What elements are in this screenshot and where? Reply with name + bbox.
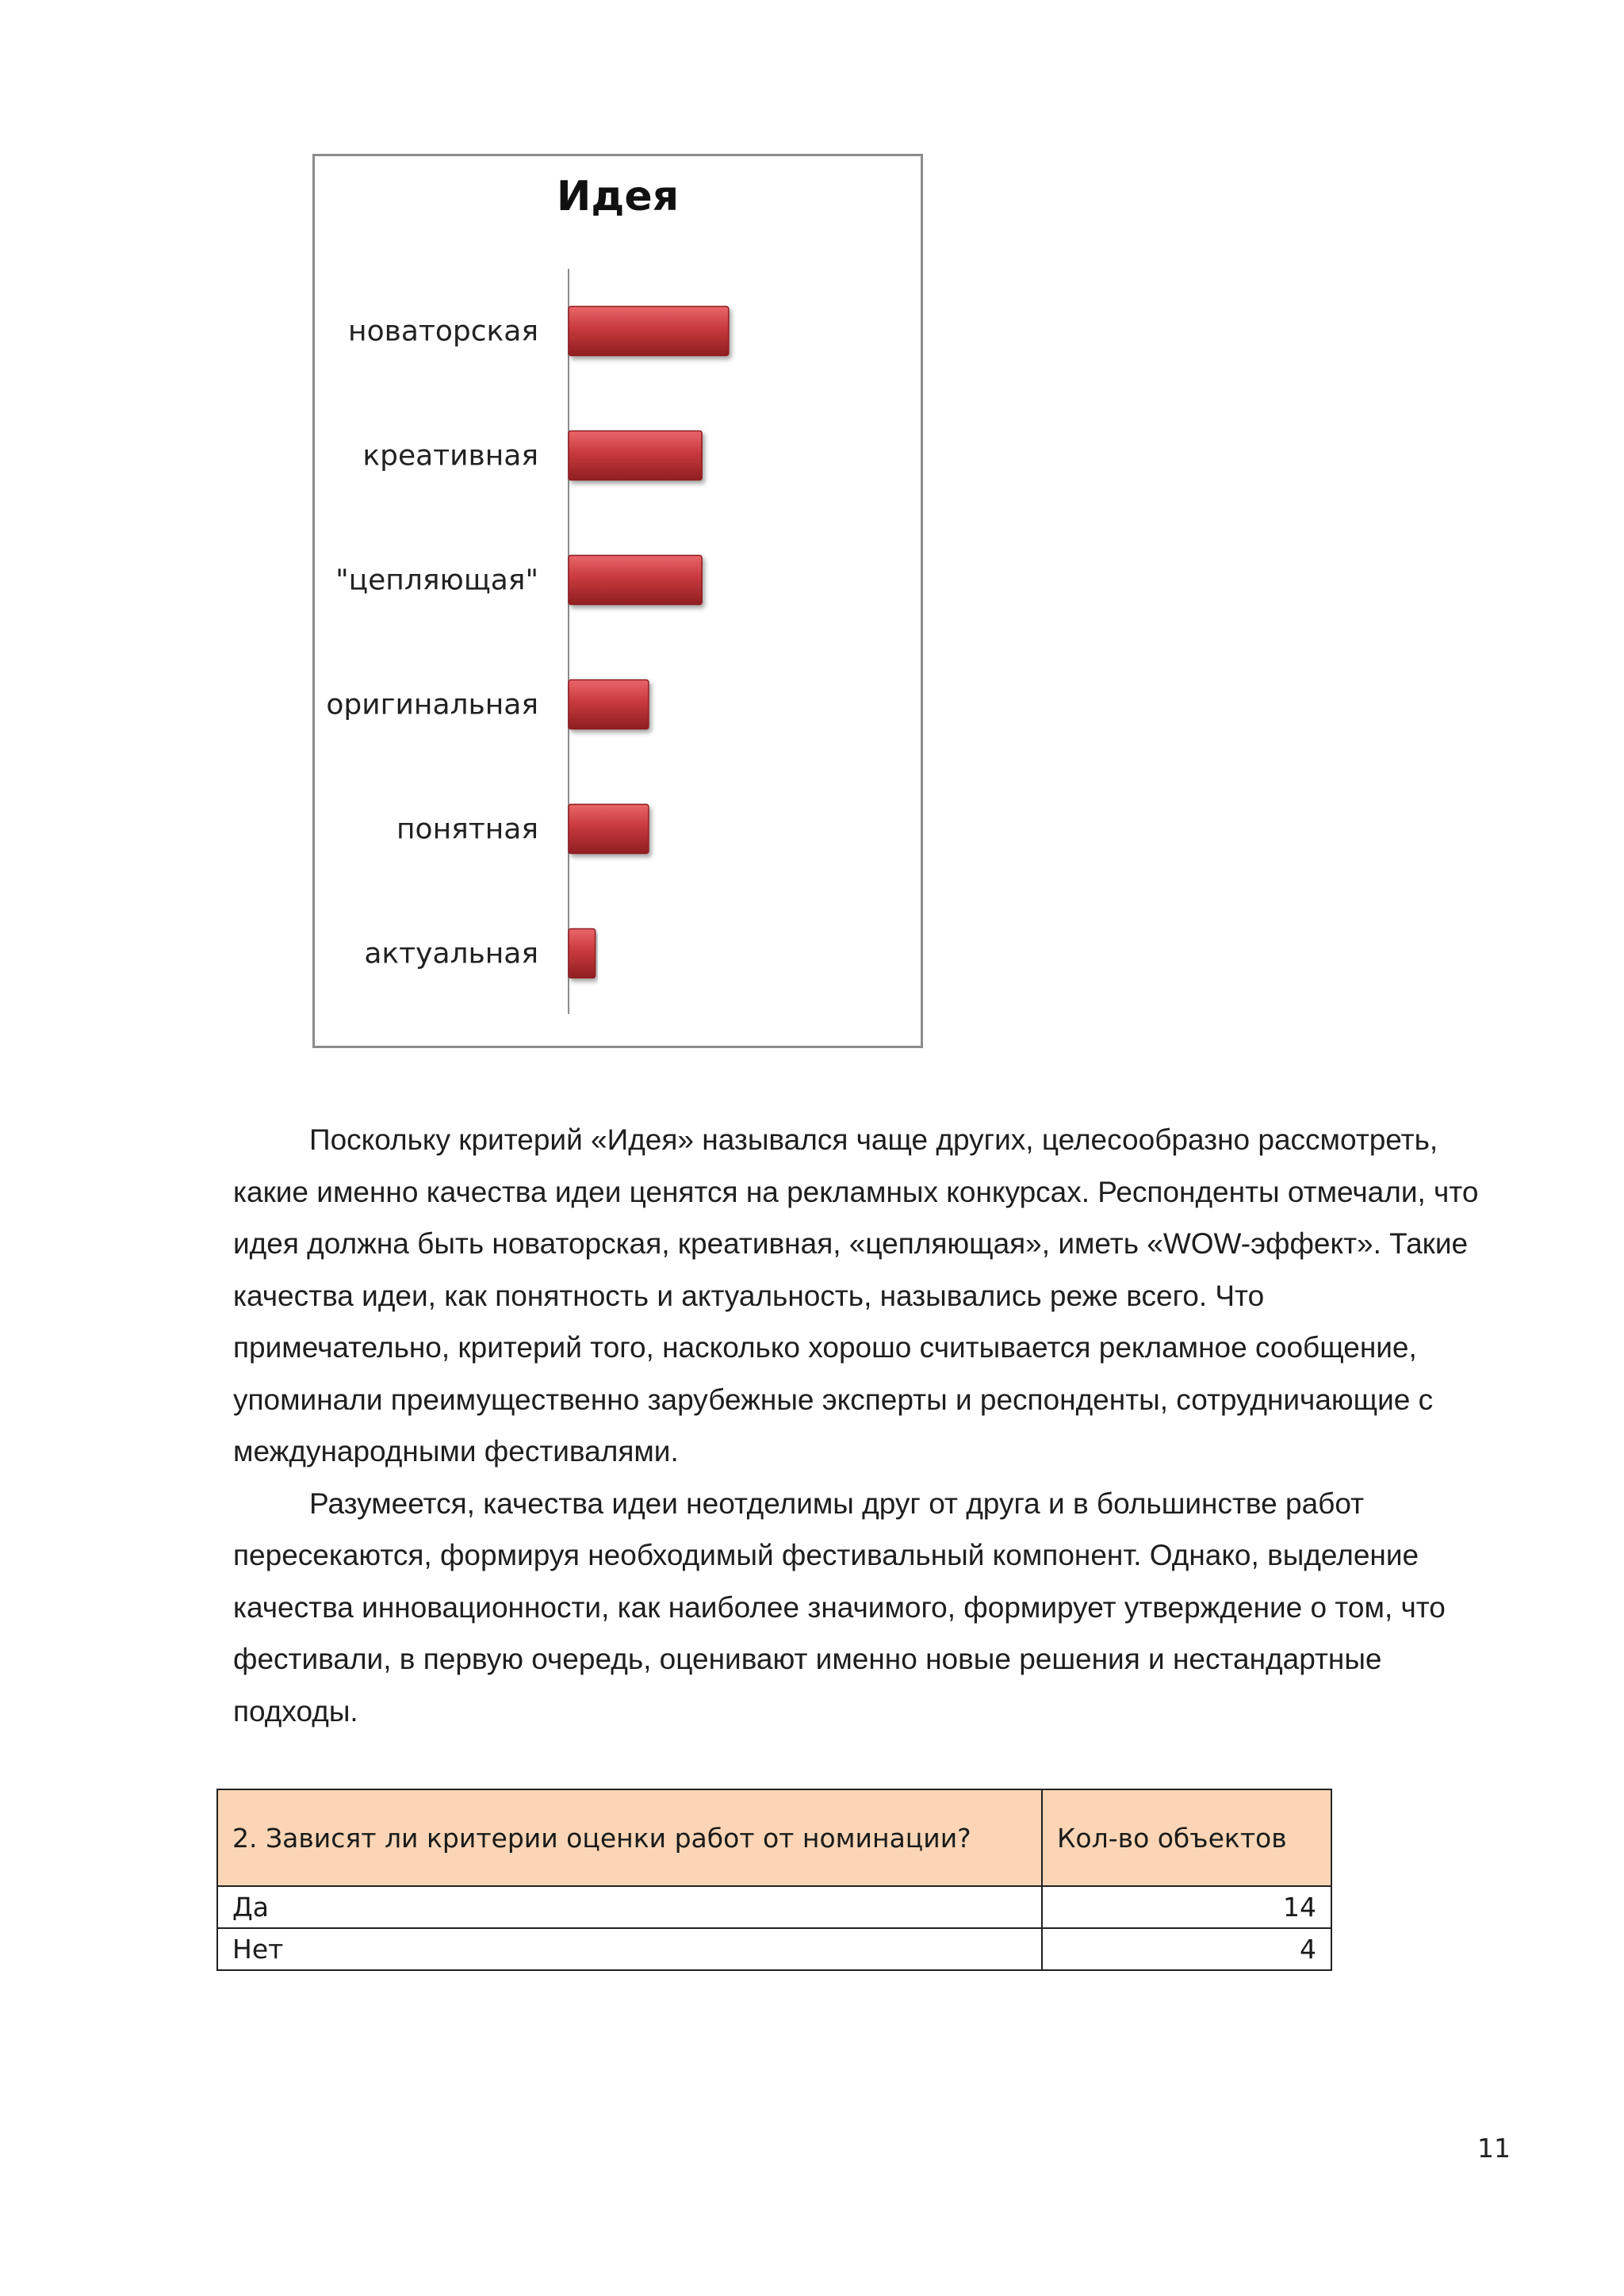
category-label-0: новаторская (348, 315, 538, 348)
bar-1 (569, 431, 702, 480)
paragraph-1: Поскольку критерий «Идея» назывался чаще других, целесообразно рассмотреть, какие именно качества идеи ценятся на рекламных конкурсах. Респонденты отмечали, что идея должна быть новаторская, креативная, «цепляющая», иметь «WOW-эффект». Такие качества идеи, как понятность и актуальность, назывались реже всего. Что примечательно, критерий того, насколько хорошо считывается рекламное сообщение, упоминали преимущественно зарубежные эксперты и респонденты, сотрудничающие с международными фестивалями. (233, 1123, 1479, 1468)
row-count-yes: 14 (1042, 1886, 1331, 1928)
survey-table (216, 1789, 1332, 1971)
page-number: 11 (1477, 2133, 1511, 2164)
count-header: Кол-во объектов (1042, 1789, 1331, 1886)
category-label-2: "цепляющая" (335, 564, 538, 597)
category-label-3: оригинальная (326, 688, 538, 721)
bar-2 (569, 556, 702, 605)
chart-canvas (315, 156, 921, 1046)
table-header-row (217, 1789, 1331, 1886)
category-label-4: понятная (396, 813, 538, 846)
bar-5 (569, 929, 596, 978)
idea-bar-chart (312, 154, 923, 1048)
bar-0 (569, 307, 729, 356)
body-text (233, 1114, 1486, 1737)
bar-3 (569, 680, 649, 729)
chart-title: Идея (556, 173, 680, 220)
bar-4 (569, 805, 649, 854)
question-header: 2. Зависят ли критерии оценки работ от номинации? (217, 1789, 1042, 1886)
category-label-1: креативная (362, 439, 538, 473)
row-label-yes: Да (217, 1886, 1042, 1928)
table-row (217, 1928, 1331, 1970)
row-label-no: Нет (217, 1928, 1042, 1970)
paragraph-2: Разумеется, качества идеи неотделимы друг от друга и в большинстве работ пересекаются, формируя необходимый фестивальный компонент. Однако, выделение качества инновационности, как наиболее значимого, формирует утверждение о том, что фестивали, в первую очередь, оценивают именно новые решения и нестандартные подходы. (233, 1487, 1446, 1728)
category-label-5: актуальная (364, 937, 538, 970)
row-count-no: 4 (1042, 1928, 1331, 1970)
table-row (217, 1886, 1331, 1928)
